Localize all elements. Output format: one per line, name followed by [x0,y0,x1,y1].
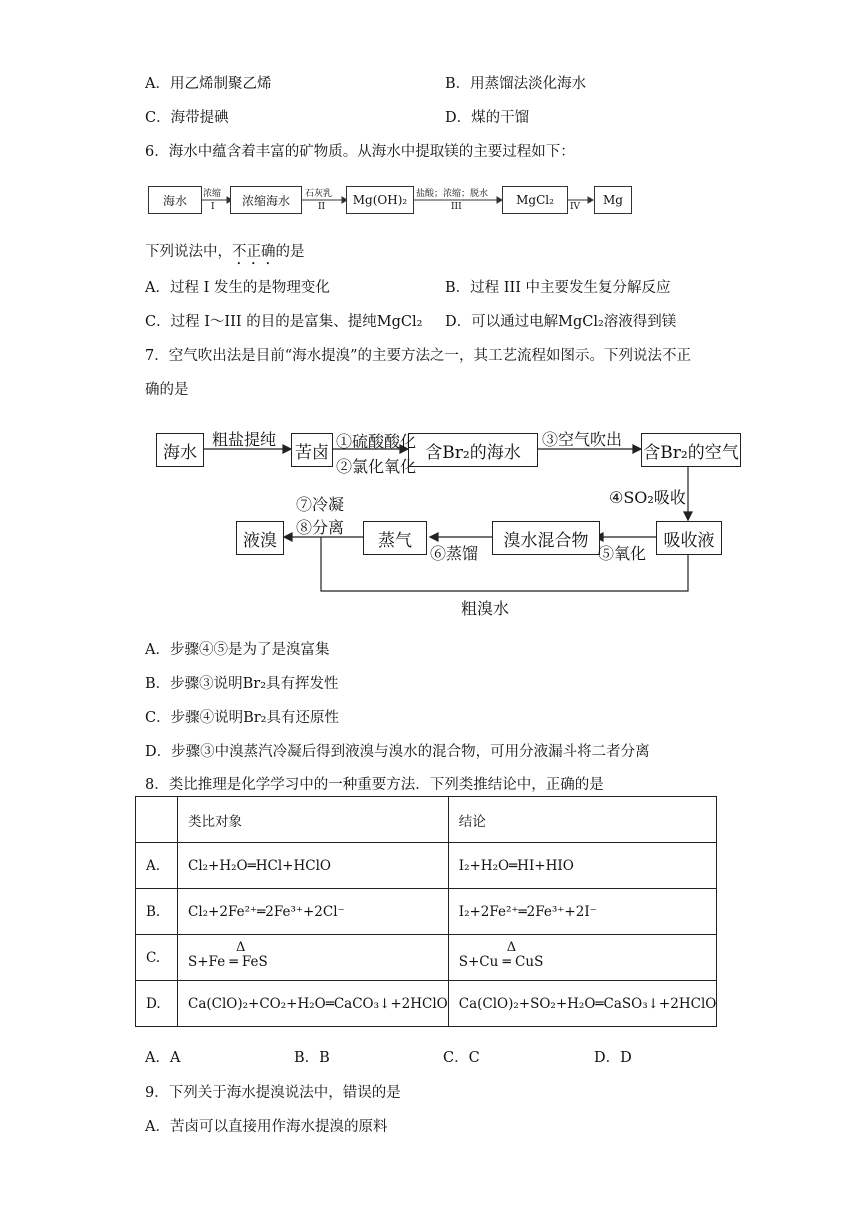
q6-emphasis-incorrect: 不正确 [232,244,276,260]
flow-step3-top: 盐酸；浓缩；脱水 [416,189,489,199]
q6-option-c: C．过程 I～III 的目的是富集、提纯MgCl₂ [145,314,423,330]
flow-step3-bottom: III [451,202,462,212]
flow-box-bromine-air: 含Br₂的空气 [641,433,741,467]
q8-option-d: D．D [594,1050,632,1066]
q5-option-d: D．煤的干馏 [445,110,530,126]
flow-box-seawater: 海水 [156,433,204,467]
table-header-cell: 结论 [448,797,717,843]
flow-step2-bottom: II [318,202,326,212]
q7-option-b: B．步骤③说明Br₂具有挥发性 [145,676,339,692]
label-step3: ③空气吹出 [542,430,623,449]
label-step4: ④SO₂吸收 [609,488,686,507]
row-label: B. [136,889,178,935]
flow-box-mg: Mg [594,186,632,214]
flow-step4-bottom: IV [570,202,581,212]
table-row [136,935,717,981]
flow-box-absorbent: 吸收液 [656,521,722,555]
flow-box-bromine-water-mix: 溴水混合物 [492,521,600,555]
row-conclusion: Ca(ClO)₂+SO₂+H₂O═CaSO₃↓+2HClO [448,981,717,1027]
table-row [136,981,717,1027]
label-step5: ⑤氧化 [598,544,647,563]
table-row [136,843,717,889]
table-header-cell [136,797,178,843]
flow-box-seawater: 海水 [148,186,202,214]
heat-condition: Δ [506,939,517,955]
q5-option-b: B．用蒸馏法淡化海水 [445,76,587,92]
analogy-table [135,796,717,1027]
row-conclusion: I₂+2Fe²⁺═2Fe³⁺+2I⁻ [448,889,717,935]
row-conclusion: Δ S+Cu ═ CuS [448,935,717,981]
table-row [136,889,717,935]
label-step1: ①硫酸酸化 [336,432,417,451]
q5-option-a: A．用乙烯制聚乙烯 [145,76,272,92]
label-step8: ⑧分离 [296,518,345,537]
label-step2: ②氯化氧化 [336,457,417,476]
row-object: Cl₂+2Fe²⁺═2Fe³⁺+2Cl⁻ [178,889,449,935]
q8-stem: 8．类比推理是化学学习中的一种重要方法．下列类推结论中，正确的是 [145,777,604,793]
q7-option-d: D．步骤③中溴蒸汽冷凝后得到液溴与溴水的混合物，可用分液漏斗将二者分离 [145,744,650,760]
flow-box-bromine-seawater: 含Br₂的海水 [408,433,538,467]
q6-option-b: B．过程 III 中主要发生复分解反应 [445,280,671,296]
row-label: D. [136,981,178,1027]
q8-option-a: A．A [145,1050,181,1066]
label-step7: ⑦冷凝 [296,495,345,514]
row-conclusion: I₂+H₂O═HI+HIO [448,843,717,889]
flow-box-mgoh2: Mg(OH)₂ [346,186,414,214]
label-crude-bromine-water: 粗溴水 [461,599,510,618]
flow-step1-top: 浓缩 [203,189,222,199]
table-header-cell: 类比对象 [178,797,449,843]
q9-option-a: A．苦卤可以直接用作海水提溴的原料 [145,1119,388,1135]
row-object: Δ S+Fe ═ FeS [178,935,449,981]
row-object: Ca(ClO)₂+CO₂+H₂O═CaCO₃↓+2HClO [178,981,449,1027]
q7-stem-line2: 确的是 [145,382,189,398]
q8-option-b: B．B [294,1050,330,1066]
table-header-row [136,797,717,843]
heat-condition: Δ [236,939,246,955]
q9-stem: 9．下列关于海水提溴说法中，错误的是 [145,1085,401,1101]
flow-box-vapor: 蒸气 [363,521,427,555]
row-label: A. [136,843,178,889]
flow-step2-top: 石灰乳 [305,189,333,199]
q7-stem-line1: 7．空气吹出法是目前“海水提溴”的主要方法之一，其工艺流程如图示。下列说法不正 [145,348,692,364]
q6-question: 下列说法中，不正确的是 [145,244,305,260]
row-label: C. [136,935,178,981]
flow-box-mgcl2: MgCl₂ [502,186,568,214]
q6-option-a: A．过程 I 发生的是物理变化 [145,280,330,296]
q6-option-d: D．可以通过电解MgCl₂溶液得到镁 [445,314,677,330]
flow-box-bittern: 苦卤 [291,433,333,467]
q6-stem: 6．海水中蕴含着丰富的矿物质。从海水中提取镁的主要过程如下： [145,144,575,160]
label-salt-purify: 粗盐提纯 [212,430,277,449]
flow-box-concentrated-seawater: 浓缩海水 [230,186,302,214]
flow-step1-bottom: I [211,202,215,212]
q5-option-c: C．海带提碘 [145,110,229,126]
q7-option-a: A．步骤④⑤是为了是溴富集 [145,642,330,658]
label-step6: ⑥蒸馏 [430,544,479,563]
row-object: Cl₂+H₂O═HCl+HClO [178,843,449,889]
flow-box-liquid-bromine: 液溴 [236,521,284,555]
q7-option-c: C．步骤④说明Br₂具有还原性 [145,710,339,726]
q8-option-c: C．C [443,1050,480,1066]
